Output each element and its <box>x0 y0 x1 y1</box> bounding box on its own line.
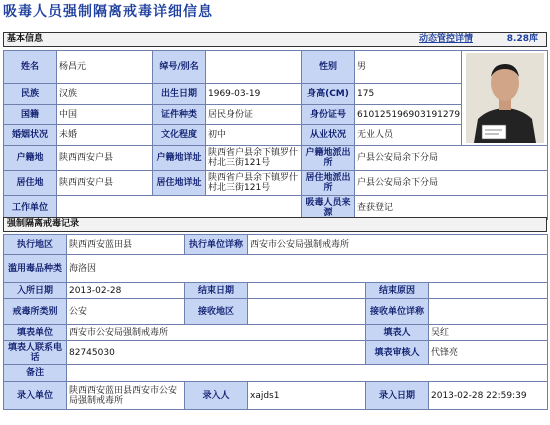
hukou-label: 户籍地 <box>4 146 57 171</box>
residence-value: 陕西西安户县 <box>57 171 153 196</box>
remark-label: 备注 <box>4 365 67 382</box>
height-value: 175 <box>355 84 462 105</box>
birth-value: 1969-03-19 <box>206 84 302 105</box>
filling-unit-label: 填表单位 <box>4 325 67 341</box>
drug-type-value: 海洛因 <box>67 255 548 283</box>
entry-date-value: 2013-02-28 <box>67 283 185 299</box>
entry-unit-label: 录入单位 <box>4 382 67 410</box>
detox-record-header: 强制隔离戒毒记录 <box>7 219 80 229</box>
basic-info-header: 基本信息 <box>7 34 44 44</box>
contact-label: 填表人联系电话 <box>4 341 67 365</box>
receiving-region-value <box>248 299 366 325</box>
ethnicity-value: 汉族 <box>57 84 153 105</box>
detox-record-table <box>3 234 548 410</box>
id-type-value: 居民身份证 <box>206 104 302 125</box>
entry-unit-value: 陕西西安蓝田县西安市公安局强制戒毒所 <box>67 382 185 410</box>
alias-label: 绰号/别名 <box>153 51 206 84</box>
hukou-detail-label: 户籍地详址 <box>153 146 206 171</box>
filling-unit-value: 西安市公安局强制戒毒所 <box>67 325 366 341</box>
table-row <box>4 196 548 220</box>
name-value: 杨昌元 <box>57 51 153 84</box>
hukou-value: 陕西西安户县 <box>57 146 153 171</box>
occupation-label: 从业状况 <box>302 125 355 146</box>
entry-time-value: 2013-02-28 22:59:39 <box>429 382 548 410</box>
filler-label: 填表人 <box>366 325 429 341</box>
table-row <box>4 365 548 382</box>
table-row <box>4 325 548 341</box>
filler-value: 吴红 <box>429 325 548 341</box>
end-reason-label: 结束原因 <box>366 283 429 299</box>
id-number-label: 身份证号 <box>302 104 355 125</box>
marital-label: 婚姻状况 <box>4 125 57 146</box>
page-title: 吸毒人员强制隔离戒毒详细信息 <box>3 4 213 20</box>
end-date-value <box>248 283 366 299</box>
table-row <box>4 235 548 255</box>
nationality-value: 中国 <box>57 104 153 125</box>
detox-record-bar <box>3 217 547 232</box>
facility-type-value: 公安 <box>67 299 185 325</box>
receiving-region-label: 接收地区 <box>185 299 248 325</box>
name-label: 姓名 <box>4 51 57 84</box>
table-row <box>4 51 548 84</box>
end-date-label: 结束日期 <box>185 283 248 299</box>
end-reason-value <box>429 283 548 299</box>
ethnicity-label: 民族 <box>4 84 57 105</box>
residence-detail-label: 居住地详址 <box>153 171 206 196</box>
table-row <box>4 146 548 171</box>
occupation-value: 无业人员 <box>355 125 462 146</box>
photo-cell <box>462 51 548 146</box>
id-number-value: 610125196903191279 <box>355 104 462 125</box>
unit-detail-label: 执行单位详称 <box>185 235 248 255</box>
birth-label: 出生日期 <box>153 84 206 105</box>
gender-value: 男 <box>355 51 462 84</box>
entry-time-label: 录入日期 <box>366 382 429 410</box>
residence-police-label: 居住地派出所 <box>302 171 355 196</box>
source-value: 查获登记 <box>355 196 548 220</box>
education-value: 初中 <box>206 125 302 146</box>
nationality-label: 国籍 <box>4 104 57 125</box>
db-date-label: 8.28库 <box>506 34 538 44</box>
residence-police-value: 户县公安局余下分局 <box>355 171 548 196</box>
region-label: 执行地区 <box>4 235 67 255</box>
facility-type-label: 戒毒所类别 <box>4 299 67 325</box>
marital-value: 未婚 <box>57 125 153 146</box>
basic-info-table <box>3 50 548 220</box>
gender-label: 性别 <box>302 51 355 84</box>
source-label: 吸毒人员来源 <box>302 196 355 220</box>
alias-value <box>206 51 302 84</box>
height-label: 身高(CM) <box>302 84 355 105</box>
entry-date-label: 入所日期 <box>4 283 67 299</box>
hukou-police-label: 户籍地派出所 <box>302 146 355 171</box>
table-row <box>4 341 548 365</box>
receiving-unit-label: 接收单位详称 <box>366 299 429 325</box>
remark-value <box>67 365 548 382</box>
unit-detail-value: 西安市公安局强制戒毒所 <box>248 235 548 255</box>
table-row <box>4 283 548 299</box>
person-photo <box>466 53 544 143</box>
residence-label: 居住地 <box>4 171 57 196</box>
table-row <box>4 171 548 196</box>
table-row <box>4 382 548 410</box>
entry-person-value: xajds1 <box>248 382 366 410</box>
workplace-value <box>57 196 302 220</box>
entry-person-label: 录入人 <box>185 382 248 410</box>
basic-info-bar <box>3 32 547 47</box>
receiving-unit-value <box>429 299 548 325</box>
reviewer-label: 填表审核人 <box>366 341 429 365</box>
id-type-label: 证件种类 <box>153 104 206 125</box>
contact-value: 82745030 <box>67 341 366 365</box>
education-label: 文化程度 <box>153 125 206 146</box>
portrait-image <box>466 53 544 143</box>
reviewer-value: 代锋亮 <box>429 341 548 365</box>
residence-detail-value: 陕西省户县余下镇罗什村北三街121号 <box>206 171 302 196</box>
table-row <box>4 299 548 325</box>
table-row <box>4 255 548 283</box>
hukou-detail-value: 陕西省户县余下镇罗什村北三街121号 <box>206 146 302 171</box>
dynamic-control-link[interactable]: 动态管控详情 <box>419 34 474 44</box>
hukou-police-value: 户县公安局余下分局 <box>355 146 548 171</box>
workplace-label: 工作单位 <box>4 196 57 220</box>
drug-type-label: 滥用毒品种类 <box>4 255 67 283</box>
region-value: 陕西西安蓝田县 <box>67 235 185 255</box>
